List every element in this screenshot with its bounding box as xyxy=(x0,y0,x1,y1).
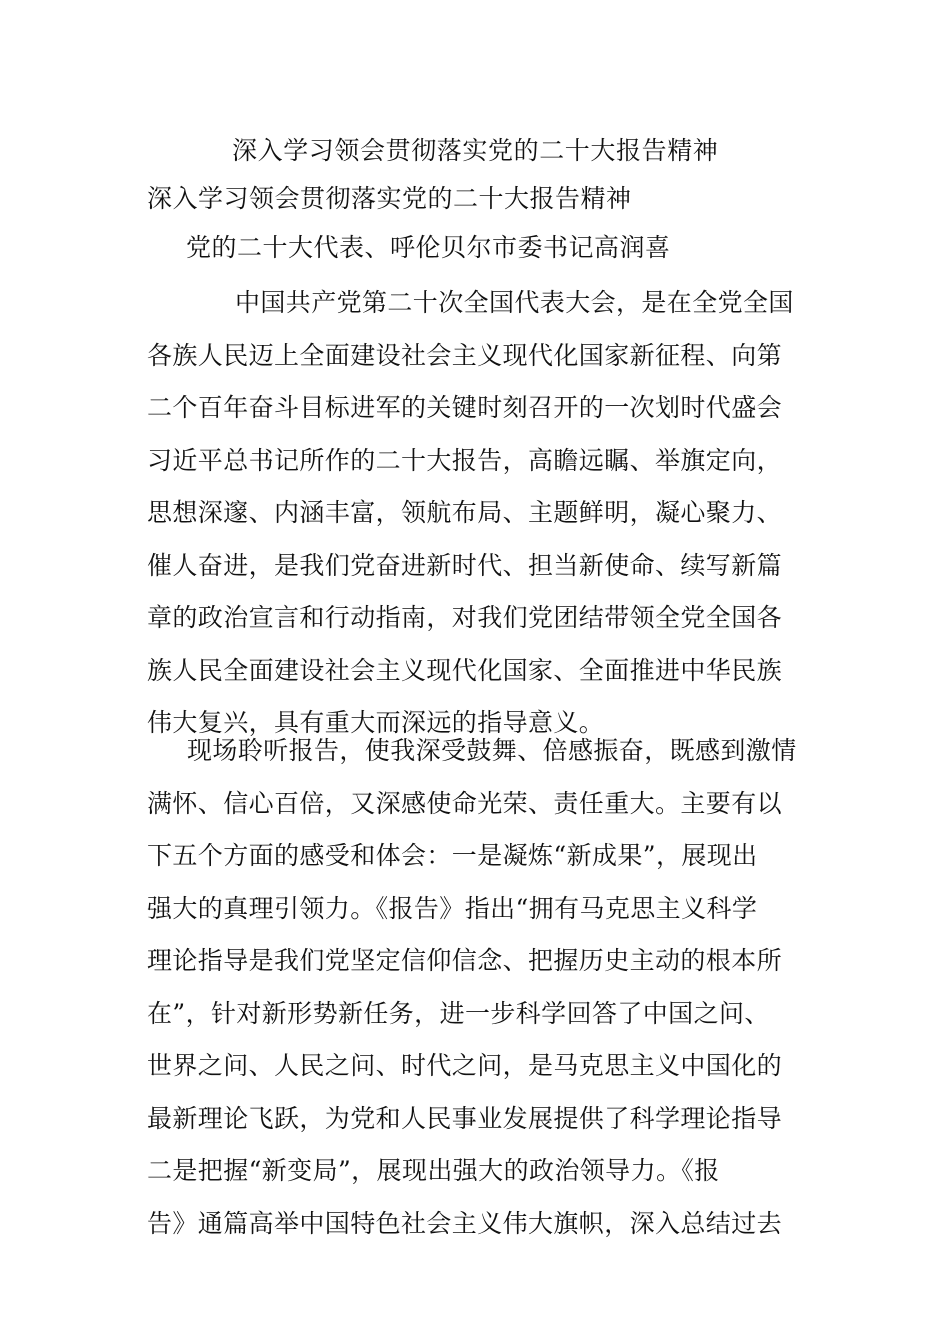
paragraph-line: 二个百年奋斗目标进军的关键时刻召开的一次划时代盛会 xyxy=(147,393,783,422)
paragraph-line: 世界之问、人民之问、时代之问，是马克思主义中国化的 xyxy=(147,1051,783,1080)
author-line: 党的二十大代表、呼伦贝尔市委书记高润喜 xyxy=(186,233,671,262)
paragraph-1 xyxy=(147,277,807,750)
paragraph-line: 二是把握“新变局”，展现出强大的政治领导力。《报 xyxy=(147,1156,720,1185)
paragraph-line: 最新理论飞跃，为党和人民事业发展提供了科学理论指导 xyxy=(147,1103,783,1133)
paragraph-line: 中国共产党第二十次全国代表大会，是在全党全国 xyxy=(235,288,794,317)
paragraph-line: 强大的真理引领力。《报告》指出“拥有马克思主义科学 xyxy=(147,893,758,923)
paragraph-line: 理论指导是我们党坚定信仰信念、把握历史主动的根本所 xyxy=(147,946,783,975)
paragraph-line: 思想深邃、内涵丰富，领航布局、主题鲜明，凝心聚力、 xyxy=(147,498,783,527)
paragraph-2 xyxy=(147,725,807,1250)
paragraph-line: 催人奋进，是我们党奋进新时代、担当新使命、续写新篇 xyxy=(147,550,783,580)
paragraph-line: 告》通篇高举中国特色社会主义伟大旗帜，深入总结过去 xyxy=(147,1208,783,1238)
paragraph-line: 下五个方面的感受和体会：一是凝炼“新成果”，展现出 xyxy=(147,841,758,870)
document-subtitle: 深入学习领会贯彻落实党的二十大报告精神 xyxy=(147,184,632,213)
paragraph-line: 各族人民迈上全面建设社会主义现代化国家新征程、向第 xyxy=(147,340,783,370)
paragraph-line: 章的政治宣言和行动指南，对我们党团结带领全党全国各 xyxy=(147,603,783,632)
paragraph-line: 现场聆听报告，使我深受鼓舞、倍感振奋，既感到激情 xyxy=(187,736,797,765)
paragraph-line: 伟大复兴，具有重大而深远的指导意义。 xyxy=(147,708,605,737)
paragraph-line: 在”，针对新形势新任务，进一步科学回答了中国之问、 xyxy=(147,998,770,1028)
document-title: 深入学习领会贯彻落实党的二十大报告精神 xyxy=(232,136,719,165)
paragraph-line: 满怀、信心百倍，又深感使命光荣、责任重大。主要有以 xyxy=(147,788,783,818)
paragraph-line: 族人民全面建设社会主义现代化国家、全面推进中华民族 xyxy=(147,655,783,685)
paragraph-line: 习近平总书记所作的二十大报告，高瞻远瞩、举旗定向， xyxy=(147,445,783,475)
